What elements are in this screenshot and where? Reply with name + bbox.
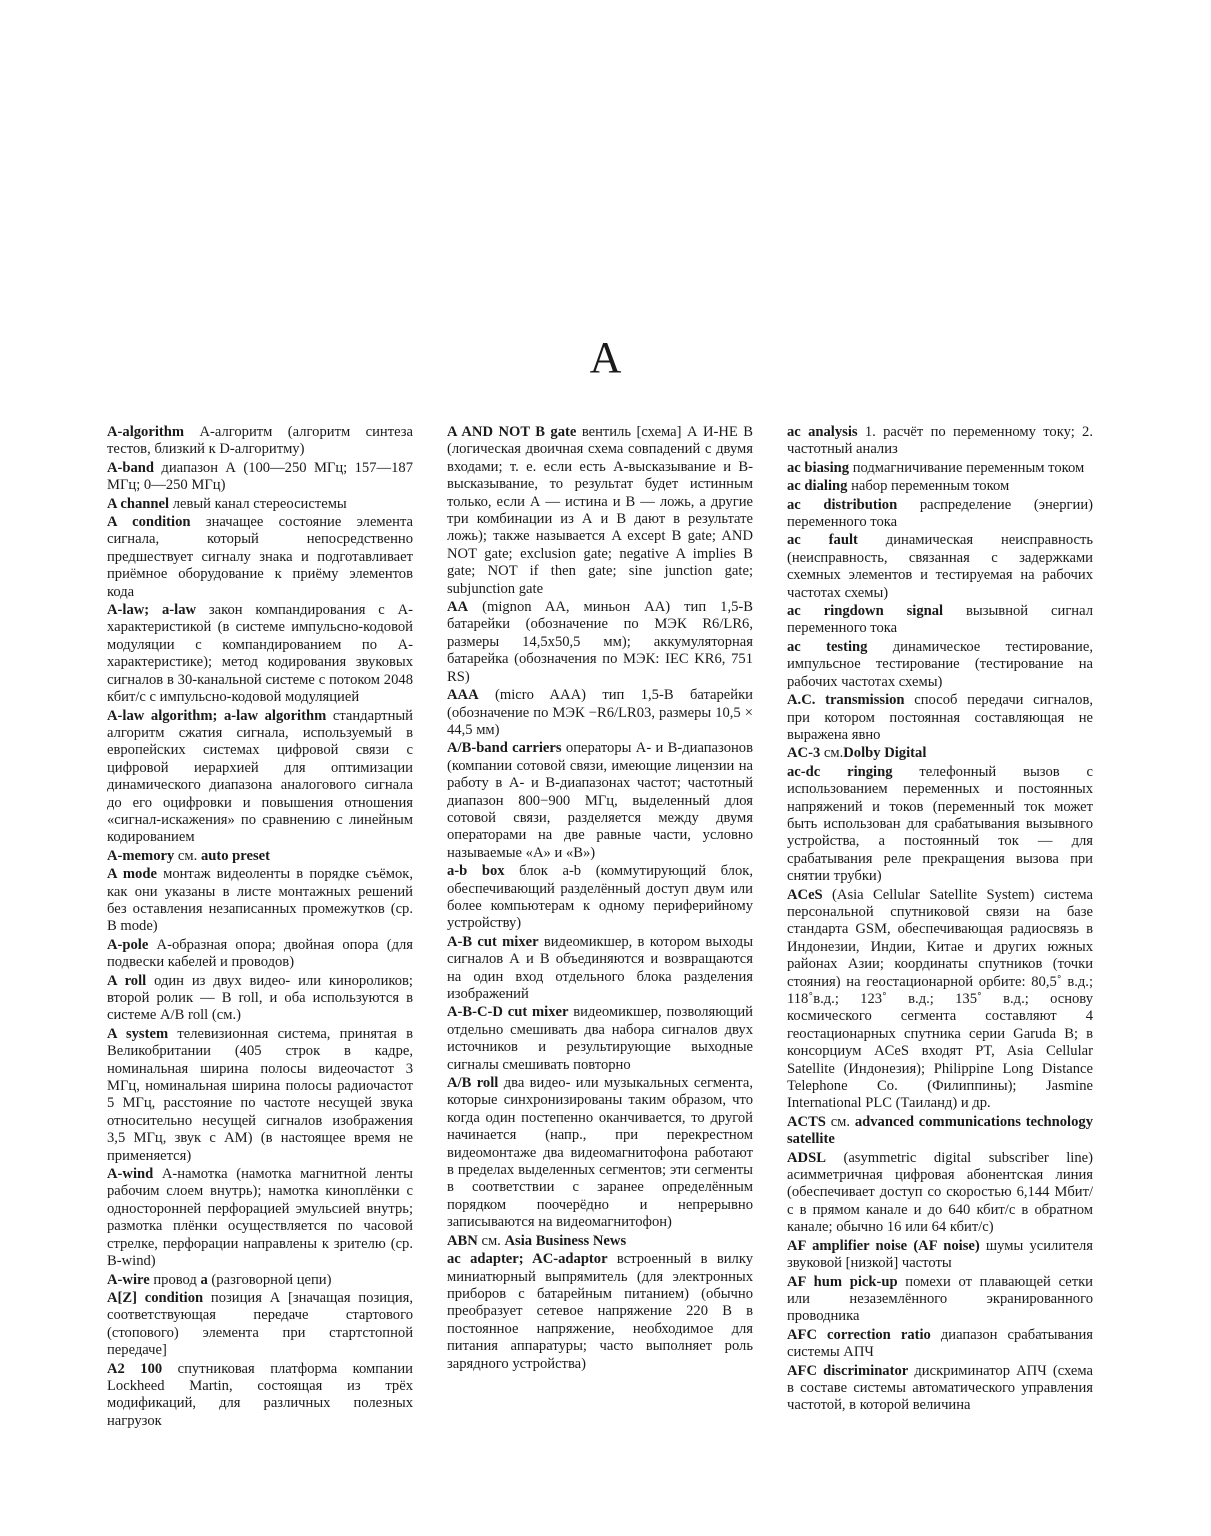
- entry-term: A system: [107, 1025, 169, 1042]
- dictionary-entry: [447, 599, 753, 686]
- dictionary-entry: [447, 1075, 753, 1232]
- entry-term: A-wind: [107, 1166, 154, 1183]
- entry-definition: вызывной сигнал переменного тока: [787, 603, 1093, 637]
- dictionary-entry: [787, 1363, 1093, 1415]
- dictionary-entry: [447, 1233, 753, 1250]
- entry-term: A2 100: [107, 1360, 163, 1377]
- entry-definition: телевизионная система, принятая в Великобритании (405 строк в кадре, номинальная ширина полосы видеочастот 3 МГц, номинальная ширина полосы радиочастот 5 МГц, расстояние по частоте несущей звука относительно несущей сигналов изображения 3,5 МГц, звук с АМ) (в настоящее время не применяется): [107, 1025, 413, 1164]
- dictionary-entry: [447, 863, 753, 933]
- entry-term: a-b box: [447, 863, 505, 880]
- entry-term: A-algorithm: [107, 424, 185, 440]
- entry-term: A.C. transmission: [787, 692, 905, 709]
- entry-definition: (Asia Cellular Satellite System) система персональной спутниковой связи на базе стандарта GSM, обеспечивающая радиосвязь в Индонезии, Индии, Китае и других южных районах Азии; координаты спутников (точки стояния) на геостационарной орбите: 80,5˚ в.д.; 118˚в.д.; 123˚ в.д.; 135˚ в.д.; основу космического сегмента составляют 4 геостационарных спутника серии Garuda B; в консорциум ACeS входят PT, Asia Cellular Satellite (Индонезия); Philippine Long Distance Telephone Co. (Филиппины); Jasmine International PLC (Таиланд) и др.: [787, 886, 1093, 1112]
- entry-term: AC-3: [787, 745, 821, 762]
- dictionary-entry: [787, 639, 1093, 691]
- entry-term: AF hum pick-up: [787, 1273, 898, 1290]
- dictionary-entry: [787, 478, 1093, 495]
- entry-term: A-pole: [107, 936, 149, 953]
- entry-definition: левый канал стереосистемы: [169, 495, 347, 512]
- entry-definition: значащее состояние элемента сигнала, который непосредственно предшествует сигналу знака и подготавливает приёмное оборудование к приёму элементов кода: [107, 514, 413, 600]
- entry-term: AAA: [447, 687, 479, 704]
- dictionary-entry: [107, 496, 413, 513]
- dictionary-entry: [107, 602, 413, 706]
- entry-definition: встроенный в вилку миниатюрный выпрямитель (для электронных приборов с батарейным питанием) (обычно преобразует сетевое напряжение 220 В в постоянное напряжение, необходимое для питания аппаратуры; часто выполняет роль зарядного устройства): [447, 1251, 754, 1372]
- entry-definition: А-алгоритм (алгоритм синтеза тестов, близкий к D-алгоритму): [107, 424, 413, 458]
- dictionary-column-2: [447, 424, 753, 1374]
- entry-definition: распределение (энергии) переменного тока: [787, 496, 1094, 531]
- entry-definition: дискриминатор АПЧ (схема в составе системы автоматического управления частотой, в которой величина: [787, 1362, 1093, 1414]
- dictionary-entry: [447, 740, 753, 862]
- entry-term: AFC discriminator: [787, 1362, 909, 1379]
- entry-term: ac fault: [787, 532, 858, 549]
- entry-definition: операторы А- и В-диапазонов (компании сотовой связи, имеющие лицензии на работу в А- и В-диапазонах частот; частотный диапазон 800−900 МГц, выделенный длоя сотовой связи, разделяется между двумя операторами на две равные части, условно называемые «А» и «В»): [447, 740, 753, 861]
- entry-term: ac adapter; AC-adaptor: [447, 1251, 608, 1268]
- entry-term: AF amplifier noise (AF noise): [787, 1237, 980, 1254]
- entry-definition: см.: [477, 1232, 505, 1249]
- entry-term: ac testing: [787, 638, 868, 655]
- entry-definition: стандартный алгоритм сжатия сигнала, используемый в европейских системах цифровой связи с цифровой иерархией для оптимизации динамического диапазона аналогового сигнала до его оцифровки и повышения отношения «сигнал-искажения» по сравнению с линейным кодированием: [107, 707, 413, 846]
- dictionary-entry: [787, 1238, 1093, 1273]
- dictionary-entry: [107, 1290, 413, 1360]
- entry-definition: видеомикшер, в котором выходы сигналов А и В объединяются и возвращаются на один вход отдельного блока разделения изображений: [447, 933, 753, 1002]
- dictionary-entry: [787, 1274, 1093, 1326]
- entry-definition: закон компандирования с А-характеристикой (в системе импульсно-кодовой модуляции с компандированием по А-характеристике); метод кодирования звуковых сигналов в 30-канальной системе с потоком 2048 кбит/с с импульсно-кодовой модуляцией: [107, 602, 413, 706]
- entry-definition: телефонный вызов с использованием переменных и постоянных напряжений и токов (переменный ток может быть использован для срабатывания вызывного устройства, а постоянный ток — для срабатывания реле прекращения вызова при снятии трубки): [787, 763, 1093, 885]
- dictionary-entry: [787, 603, 1093, 638]
- entry-term: A channel: [107, 495, 170, 512]
- entry-definition: А-образная опора; двойная опора (для подвески кабелей и проводов): [107, 936, 413, 971]
- entry-term: A mode: [107, 866, 157, 883]
- dictionary-entry: [447, 1004, 753, 1074]
- dictionary-entry: [787, 1150, 1093, 1237]
- dictionary-entry: [787, 745, 1093, 762]
- entry-term: ac ringdown signal: [787, 603, 944, 620]
- dictionary-entry: [447, 934, 753, 1004]
- entry-term: ac-dc ringing: [787, 763, 893, 780]
- entry-term: A-wire: [107, 1271, 150, 1288]
- dictionary-entry: [107, 1026, 413, 1165]
- dictionary-entry: [447, 687, 753, 739]
- entry-definition: набор переменным током: [847, 478, 1010, 495]
- entry-definition: диапазон А (100—250 МГц; 157—187 МГц; 0—250 МГц): [107, 459, 413, 494]
- entry-definition: (asymmetric digital subscriber line) асимметричная цифровая абонентская линия (обеспечивает доступ со скоростью 6,144 Мбит/с в прямом канале и до 640 кбит/с в обратном канале; обычно 16 или 64 кбит/с): [787, 1149, 1093, 1236]
- dictionary-entry: [787, 692, 1093, 744]
- entry-definition-tail: (разговорной цепи): [207, 1271, 332, 1288]
- entry-definition: см.: [820, 745, 844, 762]
- dictionary-entry: [447, 424, 753, 598]
- entry-definition: монтаж видеоленты в порядке съёмок, как они указаны в листе монтажных решений без оставления незаписанных промежутков (ср. B mode): [107, 866, 413, 935]
- entry-definition: (mignon AA, миньон АА) тип 1,5-В батарейки (обозначение по МЭК R6/LR6, размеры 14,5x50,5 мм); аккумуляторная батарейка (обозначения по МЭК: IEC KR6, 751 RS): [447, 599, 753, 685]
- entry-term: A/B-band carriers: [447, 740, 562, 757]
- dictionary-column-3: [787, 424, 1093, 1416]
- entry-definition: способ передачи сигналов, при котором постоянная составляющая не выражена явно: [787, 692, 1093, 743]
- entry-term: A-B-C-D cut mixer: [447, 1004, 569, 1021]
- dictionary-entry: [787, 1327, 1093, 1362]
- entry-term: A[Z] condition: [107, 1289, 204, 1306]
- entry-cross-reference: auto preset: [200, 847, 270, 864]
- dictionary-entry: [107, 848, 413, 865]
- dictionary-entry: [107, 937, 413, 972]
- entry-term: ac dialing: [787, 478, 848, 495]
- dictionary-entry: [447, 1251, 753, 1373]
- dictionary-column-1: [107, 424, 413, 1431]
- dictionary-entry: [107, 866, 413, 936]
- entry-term: ADSL: [787, 1149, 826, 1166]
- dictionary-entry: [787, 497, 1093, 532]
- entry-term: ACeS: [787, 886, 823, 903]
- dictionary-entry: [107, 1166, 413, 1270]
- entry-definition: спутниковая платформа компании Lockheed Martin, состоящая из трёх модификаций, для различных полезных нагрузок: [107, 1360, 413, 1429]
- entry-definition: динамическое тестирование, импульсное тестирование (тестирование на рабочих частотах схемы): [787, 638, 1093, 690]
- entry-definition: провод: [149, 1271, 201, 1288]
- entry-definition: динамическая неисправность (неисправность, связанная с задержками схемных элементов и тестируемая на рабочих частотах схемы): [787, 532, 1093, 601]
- entry-term: A AND NOT B gate: [447, 424, 577, 440]
- section-letter-heading: A: [589, 333, 622, 382]
- dictionary-entry: [787, 532, 1093, 602]
- entry-definition: позиция А [значащая позиция, соответствующая передаче стартового (стопового) элемента при стартстопной передаче]: [107, 1289, 413, 1359]
- entry-term: A-memory: [107, 847, 175, 864]
- entry-term: A/B roll: [447, 1075, 499, 1092]
- entry-term: AFC correction ratio: [787, 1326, 931, 1343]
- entry-term: ac distribution: [787, 496, 898, 513]
- entry-definition: см.: [174, 847, 201, 864]
- dictionary-entry: [107, 1361, 413, 1431]
- entry-term: ac analysis: [787, 424, 858, 440]
- dictionary-entry: [107, 424, 413, 459]
- dictionary-entry: [107, 460, 413, 495]
- dictionary-entry: [787, 460, 1093, 477]
- entry-definition: шумы усилителя звуковой [низкой] частоты: [787, 1237, 1093, 1272]
- entry-term: A roll: [107, 972, 147, 989]
- dictionary-entry: [107, 1272, 413, 1289]
- entry-term: AA: [447, 599, 469, 616]
- entry-term: A-law; a-law: [107, 602, 197, 619]
- entry-term: A-law algorithm; a-law algorithm: [107, 707, 327, 724]
- entry-term: ABN: [447, 1232, 478, 1249]
- entry-definition: диапазон срабатывания системы АПЧ: [787, 1326, 1093, 1361]
- dictionary-entry: [107, 973, 413, 1025]
- entry-cross-reference: Asia Business News: [504, 1232, 627, 1249]
- entry-definition: А-намотка (намотка магнитной ленты рабочим слоем внутрь); намотка киноплёнки с односторонней перфорацией эмульсией внутрь; размотка плёнки осуществляется по часовой стрелке, перфорации направлены к зрителю (ср. B-wind): [107, 1166, 413, 1270]
- entry-cross-reference: Dolby Digital: [843, 745, 927, 762]
- entry-definition: подмагничивание переменным током: [849, 459, 1085, 476]
- entry-term: A condition: [107, 514, 191, 531]
- dictionary-entry: [787, 1114, 1093, 1149]
- entry-definition: видеомикшер, позволяющий отдельно смешивать два набора сигналов двух источников и результирующие выходные сигналы смешивать повторно: [447, 1004, 753, 1073]
- entry-definition: вентиль [схема] А И-НЕ В (логическая двоичная схема совпадений с двумя входами; т. е. если есть А-высказывание и В-высказывание, то результат будет истинным только, если А — истина и В — ложь, а другие три комбинации из А и В дают в результате ложь); также называется A except B gate; AND NOT gate; exclusion gate; negative A implies B gate; NOT if then gate; sine junction gate; subjunction gate: [447, 424, 753, 597]
- entry-term: ac biasing: [787, 459, 850, 476]
- entry-definition: два видео- или музыкальных сегмента, которые синхронизированы таким образом, что когда один постепенно оканчивается, то другой начинается (напр., при перекрестном видеомонтаже два видеомагнитофона работают в пределах выделенных сегментов; эти сегменты в соответствии с заранее определённым порядком поочерёдно и непрерывно записываются на видеомагнитофон): [447, 1075, 753, 1231]
- entry-term: ACTS: [787, 1113, 826, 1130]
- dictionary-entry: [787, 887, 1093, 1113]
- entry-definition: см.: [825, 1113, 855, 1130]
- entry-definition: блок a-b (коммутирующий блок, обеспечивающий разделённый доступ двум или более компьютерам к одному периферийному устройству): [447, 863, 753, 932]
- entry-term: A-B cut mixer: [447, 933, 539, 950]
- entry-definition: (micro AAA) тип 1,5-В батарейки (обозначение по МЭК −R6/LR03, размеры 10,5 × 44,5 мм): [447, 687, 753, 738]
- entry-term: A-band: [107, 459, 155, 476]
- dictionary-entry: [787, 424, 1093, 459]
- dictionary-entry: [107, 708, 413, 847]
- entry-definition: один из двух видео- или кинороликов; второй ролик — B roll, и оба используются в системе A/B roll (см.): [107, 972, 413, 1024]
- dictionary-entry: [787, 764, 1093, 886]
- dictionary-entry: [107, 514, 413, 601]
- entry-cross-reference: advanced communications technology satellite: [787, 1113, 1093, 1148]
- entry-definition: 1. расчёт по переменному току; 2. частотный анализ: [787, 424, 1093, 458]
- entry-cross-reference: a: [200, 1271, 208, 1288]
- entry-definition: помехи от плавающей сетки или незаземлённого экранированного проводника: [787, 1273, 1093, 1325]
